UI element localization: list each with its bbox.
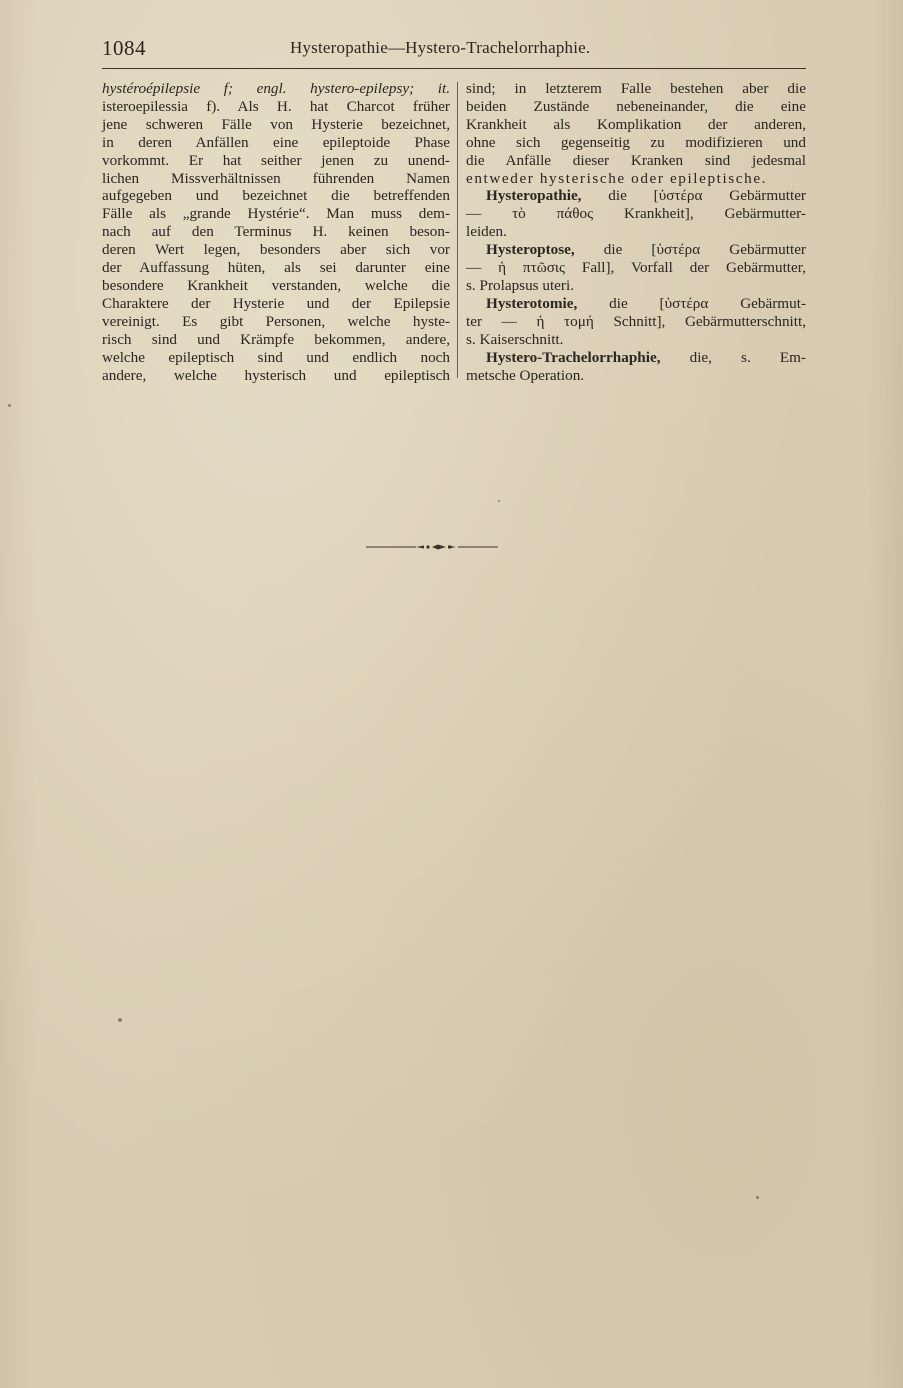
text-line: entweder hysterische oder epileptische. <box>466 169 768 187</box>
end-ornament <box>366 541 498 553</box>
entry-text: die [ὑστέρα Gebärmutter <box>574 241 806 259</box>
text-line: besondere Krankheit verstanden, welche die <box>102 276 450 294</box>
dictionary-entry-hystero-trachelorrhaphie <box>466 349 806 367</box>
dictionary-entry-hysteropathie <box>466 187 806 205</box>
text-line: vereinigt. Es gibt Personen, welche hyste- <box>102 312 450 330</box>
paper-speck <box>118 1018 122 1022</box>
entry-text: die [ὑστέρα Gebärmut- <box>577 294 806 312</box>
text-line: s. Kaiserschnitt. <box>466 330 564 348</box>
text-line: lichen Missverhältnissen führenden Namen <box>102 169 450 187</box>
text-line: beiden Zustände nebeneinander, die eine <box>466 97 806 115</box>
paper-speck <box>8 404 11 407</box>
dictionary-entry-hysteroptose <box>466 241 806 259</box>
text-line: der Auffassung hüten, als sei darunter eine <box>102 259 450 277</box>
text-line: hystéroépilepsie f; engl. hystero-epilepsy; it. <box>102 80 450 97</box>
text-line: ohne sich gegenseitig zu modifizieren und <box>466 133 806 151</box>
entry-text: die, s. Em- <box>660 348 806 366</box>
text-line: aufgegeben und bezeichnet die betreffenden <box>102 187 450 205</box>
paper-speck <box>756 1196 759 1199</box>
running-head <box>102 36 806 64</box>
text-line: deren Wert legen, besonders aber sich vor <box>102 241 450 259</box>
text-line: die Anfälle dieser Kranken sind jedesmal <box>466 151 806 169</box>
text-line: Charaktere der Hysterie und der Epilepsie <box>102 294 450 312</box>
text-line: Fälle als „grande Hystérie“. Man muss dem- <box>102 205 450 223</box>
text-line: andere, welche hysterisch und epileptisch <box>102 366 450 384</box>
text-line: nach auf den Terminus H. keinen beson- <box>102 223 450 241</box>
text-line: — τὸ πάθος Krankheit], Gebärmutter- <box>466 205 806 223</box>
text-line: s. Prolapsus uteri. <box>466 276 574 294</box>
text-line: welche epileptisch sind und endlich noch <box>102 348 450 366</box>
column-divider <box>457 82 458 378</box>
text-line: Krankheit als Komplikation der anderen, <box>466 115 806 133</box>
header-rule <box>102 68 806 69</box>
entry-headword: Hystero-Trachelorrhaphie, <box>486 348 661 366</box>
entry-headword: Hysteroptose, <box>486 241 575 259</box>
text-line: jene schweren Fälle von Hysterie bezeichnet, <box>102 115 450 133</box>
left-column <box>102 80 450 384</box>
text-line: sind; in letzterem Falle bestehen aber die <box>466 80 806 97</box>
entry-headword: Hysterotomie, <box>486 294 578 312</box>
paper-speck <box>498 500 500 502</box>
dictionary-entry-hysterotomie <box>466 295 806 313</box>
text-line: risch sind und Krämpfe bekommen, andere, <box>102 330 450 348</box>
text-line: ter — ἡ τομή Schnitt], Gebärmutterschnitt, <box>466 312 806 330</box>
text-line: metsche Operation. <box>466 366 585 384</box>
text-line: leiden. <box>466 223 507 241</box>
page-number: 1084 <box>102 36 146 60</box>
page-title: Hysteropathie—Hystero-Trachelorrhaphie. <box>290 38 591 57</box>
text-line: — ἡ πτῶσις Fall], Vorfall der Gebärmutter, <box>466 259 806 277</box>
entry-headword: Hysteropathie, <box>486 187 582 205</box>
entry-text: die [ὑστέρα Gebärmutter <box>581 187 806 205</box>
text-line: isteroepilessia f). Als H. hat Charcot früher <box>102 97 450 115</box>
right-column <box>466 80 806 384</box>
text-line: vorkommt. Er hat seither jenen zu unend- <box>102 151 450 169</box>
text-line: in deren Anfällen eine epileptoide Phase <box>102 133 450 151</box>
